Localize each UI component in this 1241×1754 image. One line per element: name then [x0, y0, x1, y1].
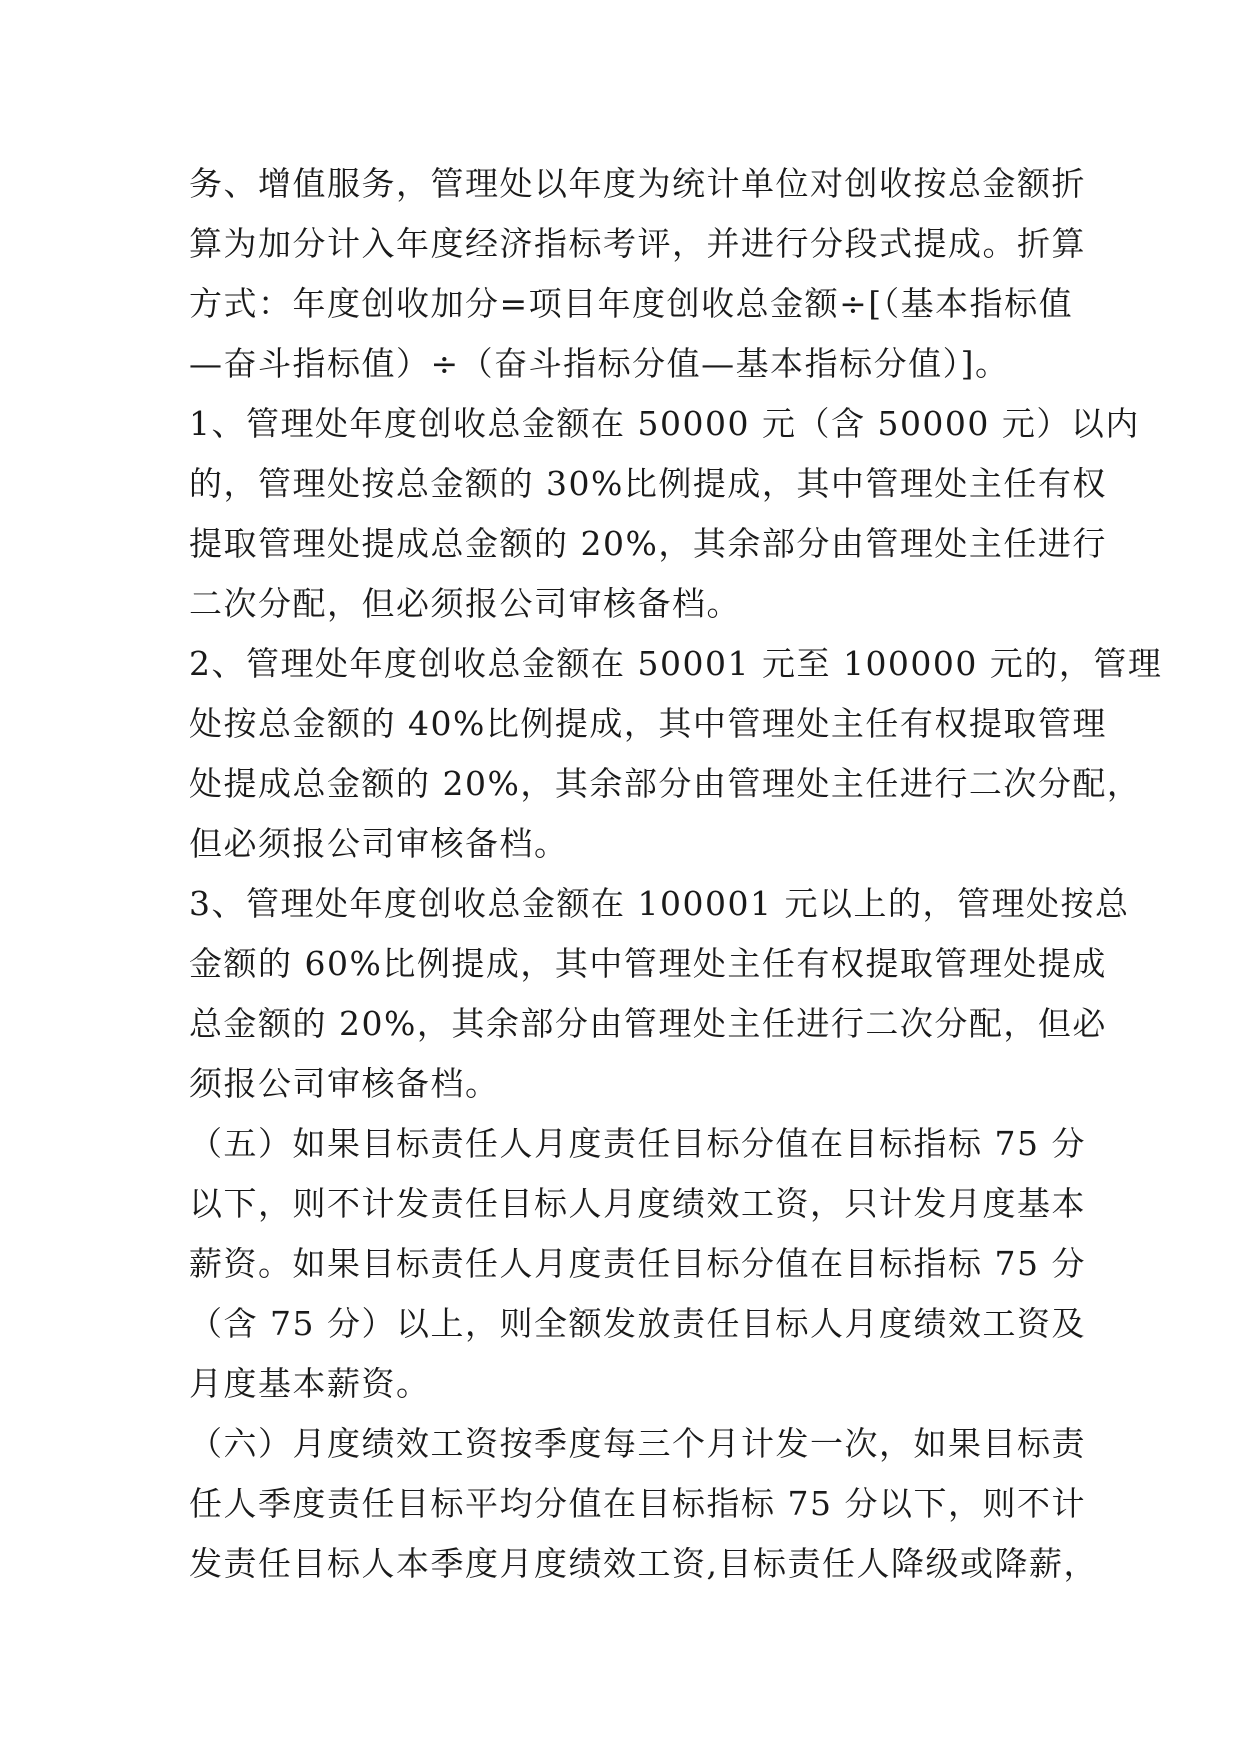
text-line: 但必须报公司审核备档。: [189, 824, 569, 863]
text-line: 处按总金额的 40%比例提成，其中管理处主任有权提取管理: [189, 704, 1107, 743]
text-line: 月度基本薪资。: [189, 1364, 431, 1403]
text-line: 发责任目标人本季度月度绩效工资,目标责任人降级或降薪，: [189, 1544, 1098, 1583]
text-line: 处提成总金额的 20%，其余部分由管理处主任进行二次分配，: [189, 764, 1142, 803]
text-line: （五）如果目标责任人月度责任目标分值在目标指标 75 分: [189, 1124, 1086, 1163]
text-line: 任人季度责任目标平均分值在目标指标 75 分以下，则不计: [189, 1484, 1086, 1523]
text-line: 算为加分计入年度经济指标考评，并进行分段式提成。折算: [189, 224, 1086, 263]
text-line: 的，管理处按总金额的 30%比例提成，其中管理处主任有权: [189, 464, 1107, 503]
text-line: 务、增值服务，管理处以年度为统计单位对创收按总金额折: [189, 164, 1086, 203]
text-line: 薪资。如果目标责任人月度责任目标分值在目标指标 75 分: [189, 1244, 1086, 1283]
text-line: 金额的 60%比例提成，其中管理处主任有权提取管理处提成: [189, 944, 1107, 983]
text-line: 3、管理处年度创收总金额在 100001 元以上的，管理处按总: [189, 884, 1130, 923]
text-line: 总金额的 20%，其余部分由管理处主任进行二次分配，但必: [189, 1004, 1107, 1043]
text-line: （含 75 分）以上，则全额发放责任目标人月度绩效工资及: [189, 1304, 1086, 1343]
text-line: 提取管理处提成总金额的 20%，其余部分由管理处主任进行: [189, 524, 1107, 563]
text-line: 2、管理处年度创收总金额在 50001 元至 100000 元的，管理: [189, 644, 1163, 683]
text-line: （六）月度绩效工资按季度每三个月计发一次，如果目标责: [189, 1424, 1086, 1463]
text-line: 二次分配，但必须报公司审核备档。: [189, 584, 741, 623]
text-line: 以下，则不计发责任目标人月度绩效工资，只计发月度基本: [189, 1184, 1086, 1223]
text-line: —奋斗指标值）÷（奋斗指标分值—基本指标分值）]。: [189, 344, 1010, 383]
text-line: 须报公司审核备档。: [189, 1064, 500, 1103]
text-line: 方式：年度创收加分=项目年度创收总金额÷[（基本指标值: [189, 284, 1074, 323]
text-line: 1、管理处年度创收总金额在 50000 元（含 50000 元）以内: [189, 404, 1140, 443]
